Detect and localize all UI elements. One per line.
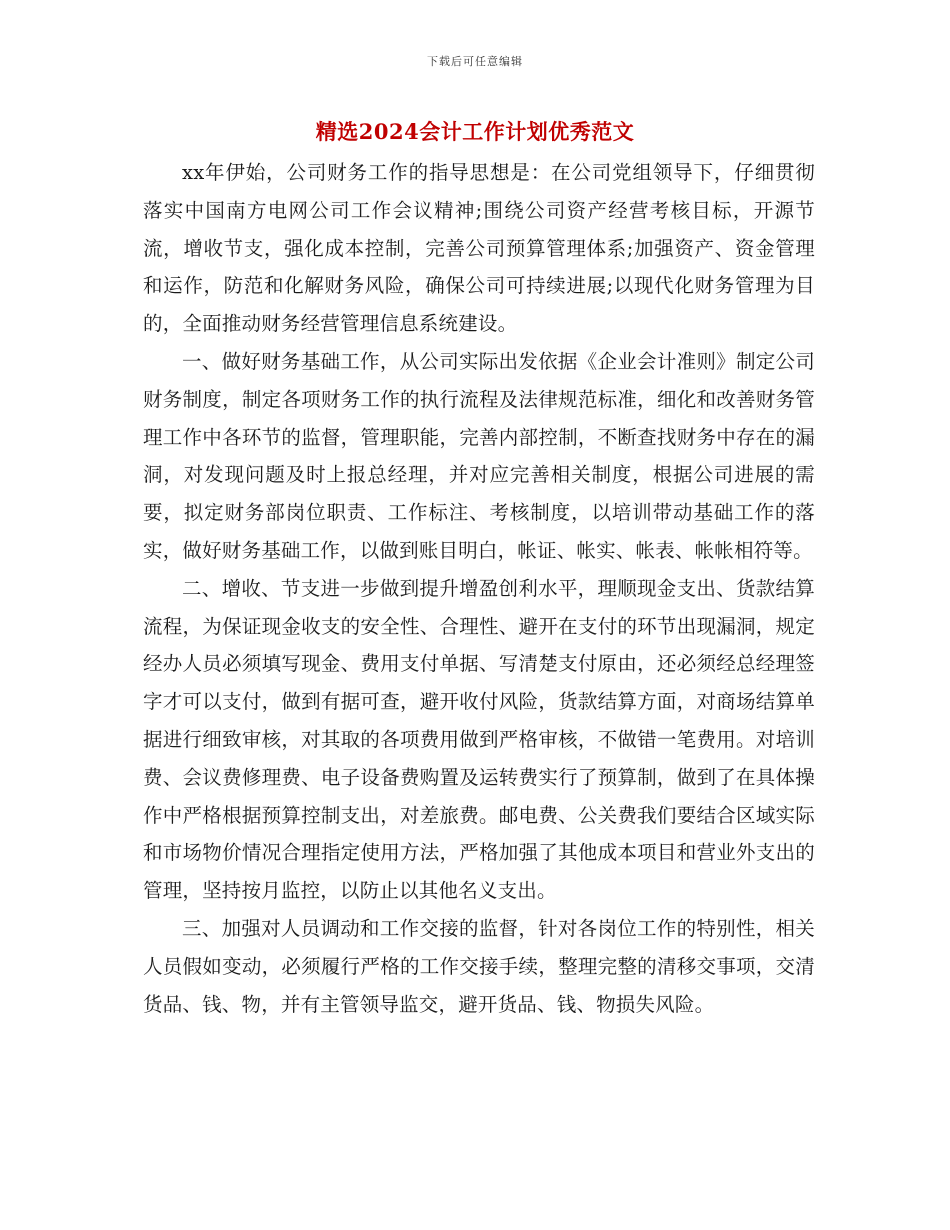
document-title: 精选2024会计工作计划优秀范文 xyxy=(315,119,635,144)
header-note: 下载后可任意编辑 xyxy=(427,55,523,68)
document-body xyxy=(143,154,815,1023)
paragraph-section-2: 二、增收、节支进一步做到提升增盈创利水平，理顺现金支出、货款结算流程，为保证现金收支的安全性、合理性、避开在支付的环节出现漏洞，规定经办人员必须填写现金、费用支付单据、写清楚支付原由，还必须经总经理签字才可以支付，做到有据可查，避开收付风险，货款结算方面，对商场结算单据进行细致审核，对其取的各项费用做到严格审核，不做错一笔费用。对培训费、会议费修理费、电子设备费购置及运转费实行了预算制，做到了在具体操作中严格根据预算控制支出，对差旅费。邮电费、公关费我们要结合区域实际和市场物价情况合理指定使用方法，严格加强了其他成本项目和营业外支出的管理，坚持按月监控，以防止以其他名义支出。 xyxy=(143,576,815,903)
paragraph-section-1: 一、做好财务基础工作，从公司实际出发依据《企业会计准则》制定公司财务制度，制定各项财务工作的执行流程及法律规范标准，细化和改善财务管理工作中各环节的监督，管理职能，完善内部控制，不断查找财务中存在的漏洞，对发现问题及时上报总经理，并对应完善相关制度，根据公司进展的需要，拟定财务部岗位职责、工作标注、考核制度，以培训带动基础工作的落实，做好财务基础工作，以做到账目明白，帐证、帐实、帐表、帐帐相符等。 xyxy=(143,349,815,562)
paragraph-section-3: 三、加强对人员调动和工作交接的监督，针对各岗位工作的特别性，相关人员假如变动，必须履行严格的工作交接手续，整理完整的清移交事项，交清货品、钱、物，并有主管领导监交，避开货品、钱、物损失风险。 xyxy=(143,916,815,1016)
paragraph-intro: xx年伊始，公司财务工作的指导思想是：在公司党组领导下，仔细贯彻落实中国南方电网公司工作会议精神;围绕公司资产经营考核目标，开源节流，增收节支，强化成本控制，完善公司预算管理体系;加强资产、资金管理和运作，防范和化解财务风险，确保公司可持续进展;以现代化财务管理为目的，全面推动财务经营管理信息系统建设。 xyxy=(143,161,815,336)
